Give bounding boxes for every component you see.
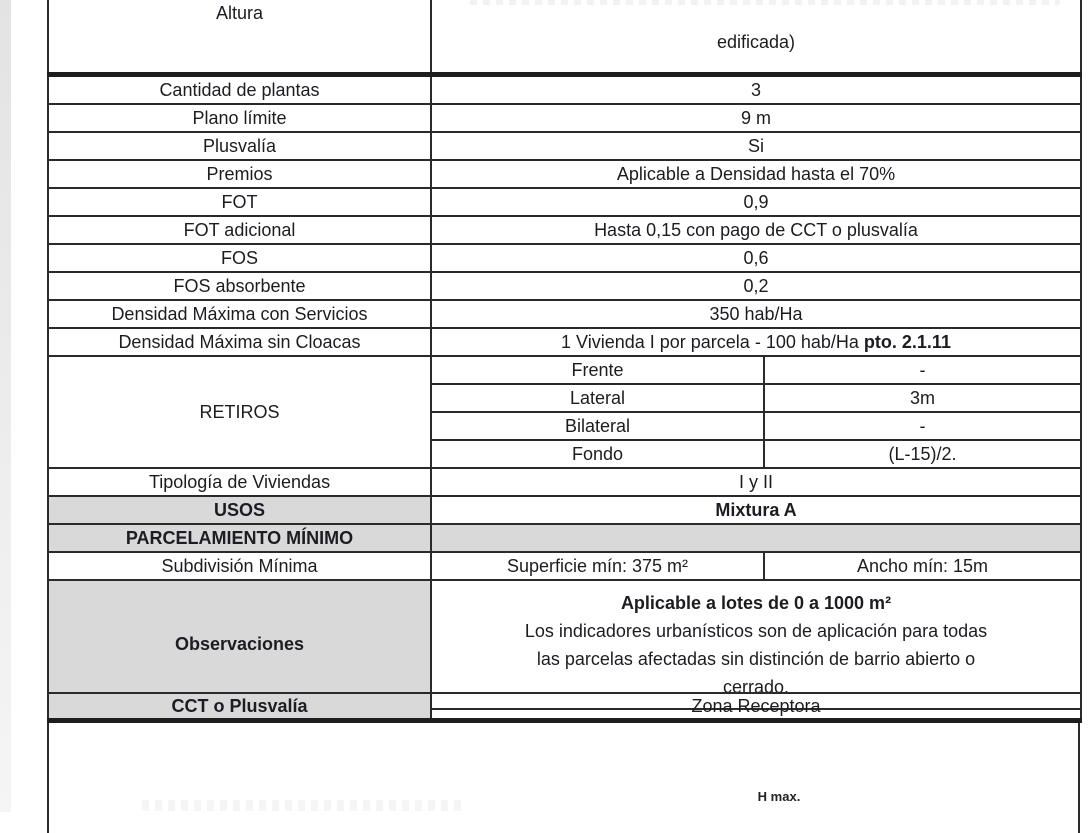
- observaciones-label-cell: Observaciones: [48, 580, 431, 709]
- table-row: [48, 272, 1081, 300]
- subdivision-superficie-cell: Superficie mín: 375 m²: [431, 552, 764, 580]
- row-value: 3: [431, 75, 1081, 105]
- row-label: Plano límite: [48, 104, 431, 132]
- row-label: FOT: [48, 188, 431, 216]
- retiro-name: Bilateral: [431, 412, 764, 440]
- table-row-observaciones: [48, 580, 1081, 709]
- subdivision-ancho-cell: Ancho mín: 15m: [764, 552, 1081, 580]
- row-label: Densidad Máxima con Servicios: [48, 300, 431, 328]
- retiro-value: -: [764, 356, 1081, 384]
- height-diagram-section: [47, 723, 1080, 833]
- row-label: Densidad Máxima sin Cloacas: [48, 328, 431, 356]
- row-label: Tipología de Viviendas: [48, 468, 431, 496]
- row-value: 0,6: [431, 244, 1081, 272]
- row-value: Aplicable a Densidad hasta el 70%: [431, 160, 1081, 188]
- table-row-cct: [48, 693, 1081, 721]
- parcelamiento-empty-cell: [431, 524, 1081, 552]
- table-row: [48, 104, 1081, 132]
- usos-label-cell: USOS: [48, 496, 431, 524]
- table-row: [48, 132, 1081, 160]
- table-row: [48, 216, 1081, 244]
- table-row-parcelamiento: [48, 524, 1081, 552]
- retiro-name: Frente: [431, 356, 764, 384]
- row-value: 9 m: [431, 104, 1081, 132]
- page-scan-edge: [0, 0, 11, 812]
- subdivision-label-cell: Subdivisión Mínima: [48, 552, 431, 580]
- row-value-text: 1 Vivienda I por parcela - 100 hab/Ha: [561, 331, 859, 352]
- table-row: [48, 328, 1081, 356]
- row-value: Hasta 0,15 con pago de CCT o plusvalía: [431, 216, 1081, 244]
- observaciones-value-cell: [431, 580, 1081, 709]
- row-value: 0,2: [431, 272, 1081, 300]
- row-label: Premios: [48, 160, 431, 188]
- altura-value-visible-line: edificada): [716, 32, 796, 52]
- row-label: FOS absorbente: [48, 272, 431, 300]
- retiro-value: (L-15)/2.: [764, 440, 1081, 468]
- observaciones-body-line: Los indicadores urbanísticos son de aplicación para todas: [524, 620, 988, 641]
- row-value: Si: [431, 132, 1081, 160]
- retiro-value: 3m: [764, 384, 1081, 412]
- row-value-bold-ref: pto. 2.1.11: [863, 331, 951, 352]
- table-row-subdivision: [48, 552, 1081, 580]
- row-label: FOT adicional: [48, 216, 431, 244]
- cutoff-text-remnant-top: [470, 0, 1060, 5]
- cct-plusvalia-table: [47, 692, 1082, 723]
- altura-label-cell: [48, 0, 431, 75]
- cutoff-text-remnant-bottom: [142, 800, 462, 811]
- cct-label-cell: CCT o Plusvalía: [48, 693, 431, 721]
- table-row-altura: [48, 0, 1081, 75]
- cct-value-cell: Zona Receptora: [431, 693, 1081, 721]
- table-row: [48, 188, 1081, 216]
- table-row: [48, 300, 1081, 328]
- retiro-value: -: [764, 412, 1081, 440]
- retiro-name: Lateral: [431, 384, 764, 412]
- zoning-indicators-table: [47, 0, 1082, 710]
- row-value: 350 hab/Ha: [431, 300, 1081, 328]
- row-label: FOS: [48, 244, 431, 272]
- observaciones-body-line: cerrado.: [722, 676, 790, 697]
- row-value: I y II: [431, 468, 1081, 496]
- row-label: Plusvalía: [48, 132, 431, 160]
- row-value: [431, 328, 1081, 356]
- row-label: Cantidad de plantas: [48, 75, 431, 105]
- altura-label: Altura: [215, 3, 264, 24]
- table-row: [48, 244, 1081, 272]
- altura-value-cell: [431, 0, 1081, 75]
- retiro-name: Fondo: [431, 440, 764, 468]
- retiros-label-cell: RETIROS: [48, 356, 431, 468]
- table-row-tipologia: [48, 468, 1081, 496]
- parcelamiento-label-cell: PARCELAMIENTO MÍNIMO: [48, 524, 431, 552]
- observaciones-body-line: las parcelas afectadas sin distinción de barrio abierto o: [536, 648, 976, 669]
- usos-value-cell: Mixtura A: [431, 496, 1081, 524]
- table-row-usos: [48, 496, 1081, 524]
- observaciones-headline: Aplicable a lotes de 0 a 1000 m²: [620, 592, 892, 613]
- hmax-label: H max.: [757, 789, 801, 804]
- retiros-row: [48, 356, 1081, 384]
- table-row: [48, 75, 1081, 105]
- row-value: 0,9: [431, 188, 1081, 216]
- table-row: [48, 160, 1081, 188]
